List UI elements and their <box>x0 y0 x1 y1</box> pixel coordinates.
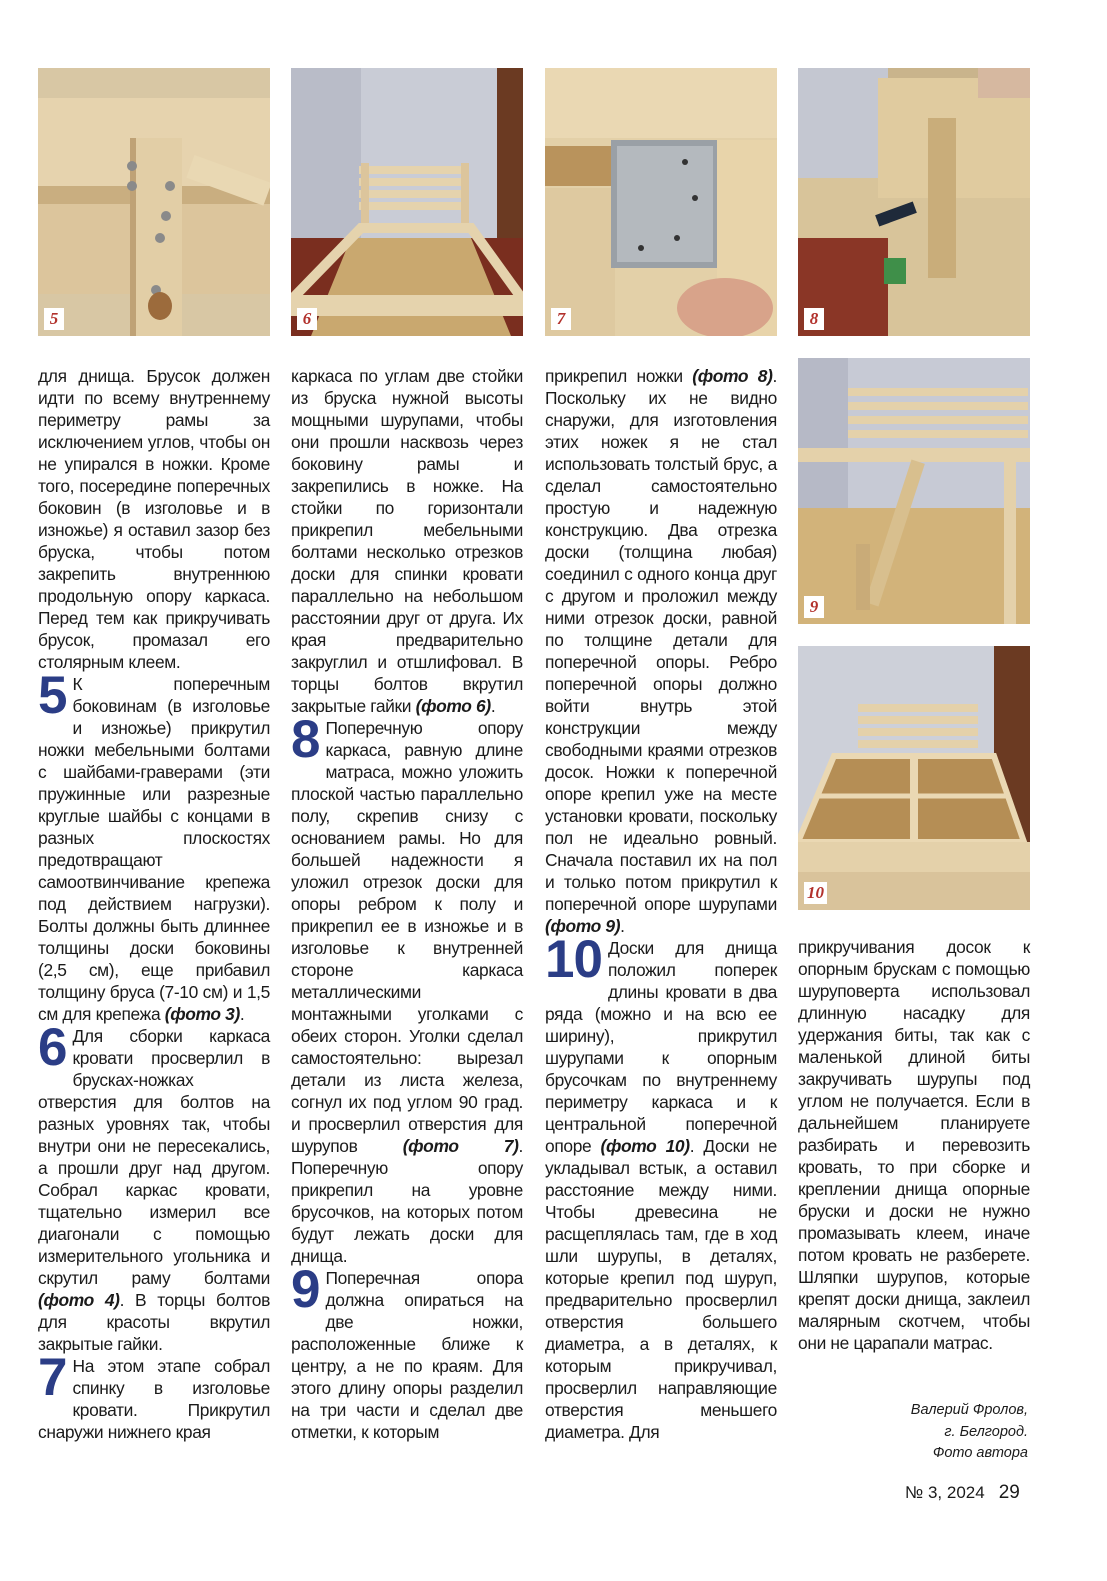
step-5-end: . <box>239 1004 245 1024</box>
photo-10 <box>798 646 1030 910</box>
step-9-text: Поперечная опора должна опираться на две ножки, расположенные ближе к центру, а не по краям. Для этого длину опоры разделил на три части и сделал две отметки, к которым <box>291 1268 523 1442</box>
credits <box>798 1400 1028 1465</box>
photo-9 <box>798 358 1030 624</box>
text-column-4 <box>798 936 1030 1354</box>
step-10-number: 10 <box>545 930 602 989</box>
photo-5-image <box>38 68 270 336</box>
step-8-end: . Поперечную опору прикрепил на уровне брусочков, на которых потом будут лежать доски для днища. <box>291 1136 524 1266</box>
step-10-end-cont: прикручивания досок к опорным брускам с помощью шуруповерта использовал длинную насадку для удержания биты, так как с маленькой длиной биты закручивать шурупы под углом не получается. Если в дальнейшем планируете разбирать и перевозить кровать, то при сборке и креплении днища опорные бруски и доски не нужно промазывать клеем, иначе потом кровать не разберете. Шляпки шурупов, которые крепят доски днища, заклеил малярным скотчем, чтобы они не царапали матрас. <box>798 937 1030 1353</box>
step-10-photo-ref: (фото 10) <box>600 1136 690 1156</box>
step-5-photo-ref: (фото 3) <box>164 1004 240 1024</box>
step-9-text-cont: прикрепил ножки <box>545 366 683 386</box>
page-number: 29 <box>998 1482 1020 1503</box>
author-city: г. Белгород. <box>944 1423 1028 1440</box>
photo-5 <box>38 68 270 336</box>
step-6-number: 6 <box>38 1018 67 1077</box>
step-9 <box>291 1260 523 1443</box>
photo-6 <box>291 68 523 336</box>
photo-7-number: 7 <box>551 308 571 330</box>
step-10 <box>545 930 778 1443</box>
step-8-text: Поперечную опору каркаса, равную длине матраса, можно уложить плоской частью параллельно полу, скрепив снизу с основанием рамы. Но для большей надежности я уложил отрезок доски для опоры ребром к полу и прикрепил ее в изножье и в изголовье к внутренней стороне каркаса металлическими монтажными уголками с обеих сторон. Уголки сделал самостоятельно: вырезал детали из листа железа, согнул их под углом 90 град. и просверлил отверстия для шурупов <box>291 718 523 1156</box>
step-9-number: 9 <box>291 1260 320 1319</box>
photo-6-image <box>291 68 523 336</box>
photo-8-image <box>798 68 1030 336</box>
text-column-1 <box>38 365 270 1443</box>
folio <box>905 1482 1020 1504</box>
photo-8-number: 8 <box>804 308 824 330</box>
step-7-number: 7 <box>38 1348 67 1407</box>
step-10-text: Доски для днища положил поперек длины кровати в два ряда (можно и на всю ее ширину), прикрутил шурупами к опорным брусочкам по внутреннему периметру каркаса и к центральной поперечной опоре <box>545 938 777 1156</box>
photo-9-image <box>798 358 1030 624</box>
step-6-photo-ref: (фото 4) <box>38 1290 120 1310</box>
step-9-photo-ref-1: (фото 8) <box>692 366 773 386</box>
step-9-photo-ref-2: (фото 9) <box>545 916 621 936</box>
step-9 <box>545 365 777 937</box>
photo-credit: Фото автора <box>932 1445 1028 1461</box>
photo-7-image <box>545 68 777 336</box>
step-5 <box>38 666 270 1025</box>
paragraph-continued: для днища. Брусок должен идти по всему внутреннему периметру рамы за исключением углов, чтобы он не упирался в ножки. Кроме того, посередине поперечных боковин (в изголовье и в изножье) я оставил зазор без бруска, чтобы потом закрепить внутреннюю продольную опору каркаса. Перед тем как прикручивать брусок, промазал его столярным клеем. <box>38 366 270 672</box>
step-7-end: . <box>490 696 496 716</box>
photo-10-number: 10 <box>804 882 827 904</box>
step-8 <box>291 710 524 1267</box>
author-name: Валерий Фролов, <box>910 1402 1028 1418</box>
step-6-end: . В торцы болтов для красоты вкрутил закрытые гайки. <box>38 1290 270 1354</box>
photo-10-image <box>798 646 1030 910</box>
step-10-end: . Доски не укладывал встык, а оставил расстояние между ними. Чтобы древесина не расщеплялась там, где в ход шли шурупы, в деталях, которые крепил под шуруп, предварительно просверлил отверстия большего диаметра, а в деталях, к которым прикручивал, просверлил направляющие отверстия меньшего диаметра. Для <box>545 1136 778 1442</box>
step-7-text: На этом этапе собрал спинку в изголовье кровати. Прикрутил снаружи нижнего края <box>38 1356 270 1442</box>
text-column-3 <box>545 365 777 1443</box>
step-7-text-cont: каркаса по углам две стойки из бруска нужной высоты мощными шурупами, чтобы они прошли насквозь через боковину рамы и закрепились в ножке. На стойки по горизонтали прикрепил мебельными болтами несколько отрезков доски для спинки кровати параллельно на небольшом расстоянии друг от друга. Их края предварительно закруглил и отшлифовал. В торцы болтов вкрутил закрытые гайки <box>291 366 523 716</box>
step-8-photo-ref: (фото 7) <box>402 1136 519 1156</box>
text-column-2 <box>291 365 523 1443</box>
step-7 <box>291 365 523 717</box>
issue-number: № 3, 2024 <box>905 1483 985 1502</box>
step-9-end: . <box>620 916 625 936</box>
step-8-number: 8 <box>291 710 320 769</box>
photo-8 <box>798 68 1030 336</box>
step-6 <box>38 1018 270 1355</box>
step-5-text: К поперечным боковинам (в изголовье и изножье) прикрутил ножки мебельными болтами с шайбами-граверами (эти пружинные или разрезные круглые шайбы с концами в разных плоскостях предотвращают самоотвинчивание крепежа под действием нагрузки). Болты должны быть длиннее толщины доски боковины (2,5 см), еще прибавил толщину бруса (7-10 см) и 1,5 см для крепежа <box>38 674 270 1024</box>
step-5-number: 5 <box>38 666 67 725</box>
photo-7 <box>545 68 777 336</box>
step-6-text: Для сборки каркаса кровати просверлил в брусках-ножках отверстия для болтов на разных уровнях так, чтобы внутри они не пересекались, а прошли друг над другом. Собрал каркас кровати, тщательно измерил все диагонали с помощью измерительного угольника и скрутил раму болтами <box>38 1026 270 1288</box>
photo-9-number: 9 <box>804 596 824 618</box>
step-9-middle: . Поскольку их не видно снаружи, для изготовления этих ножек я не стал использовать толстый брус, а сделал самостоятельно простую и надежную конструкцию. Два отрезка доски (толщина любая) соединил с одного конца друг с другом и проложил между ними отрезок доски, равной по толщине детали для поперечной опоры. Ребро поперечной опоры должно войти внутрь этой конструкции между свободными краями отрезков досок. Ножки к поперечной опоре крепил уже на месте установки кровати, поскольку пол не идеально ровный. Сначала поставил их на пол и только потом прикрутил к поперечной опоре шурупами <box>545 366 778 914</box>
photo-5-number: 5 <box>44 308 64 330</box>
step-7 <box>38 1348 270 1443</box>
photo-6-number: 6 <box>297 308 317 330</box>
step-10 <box>798 936 1030 1354</box>
step-7-photo-ref: (фото 6) <box>415 696 491 716</box>
